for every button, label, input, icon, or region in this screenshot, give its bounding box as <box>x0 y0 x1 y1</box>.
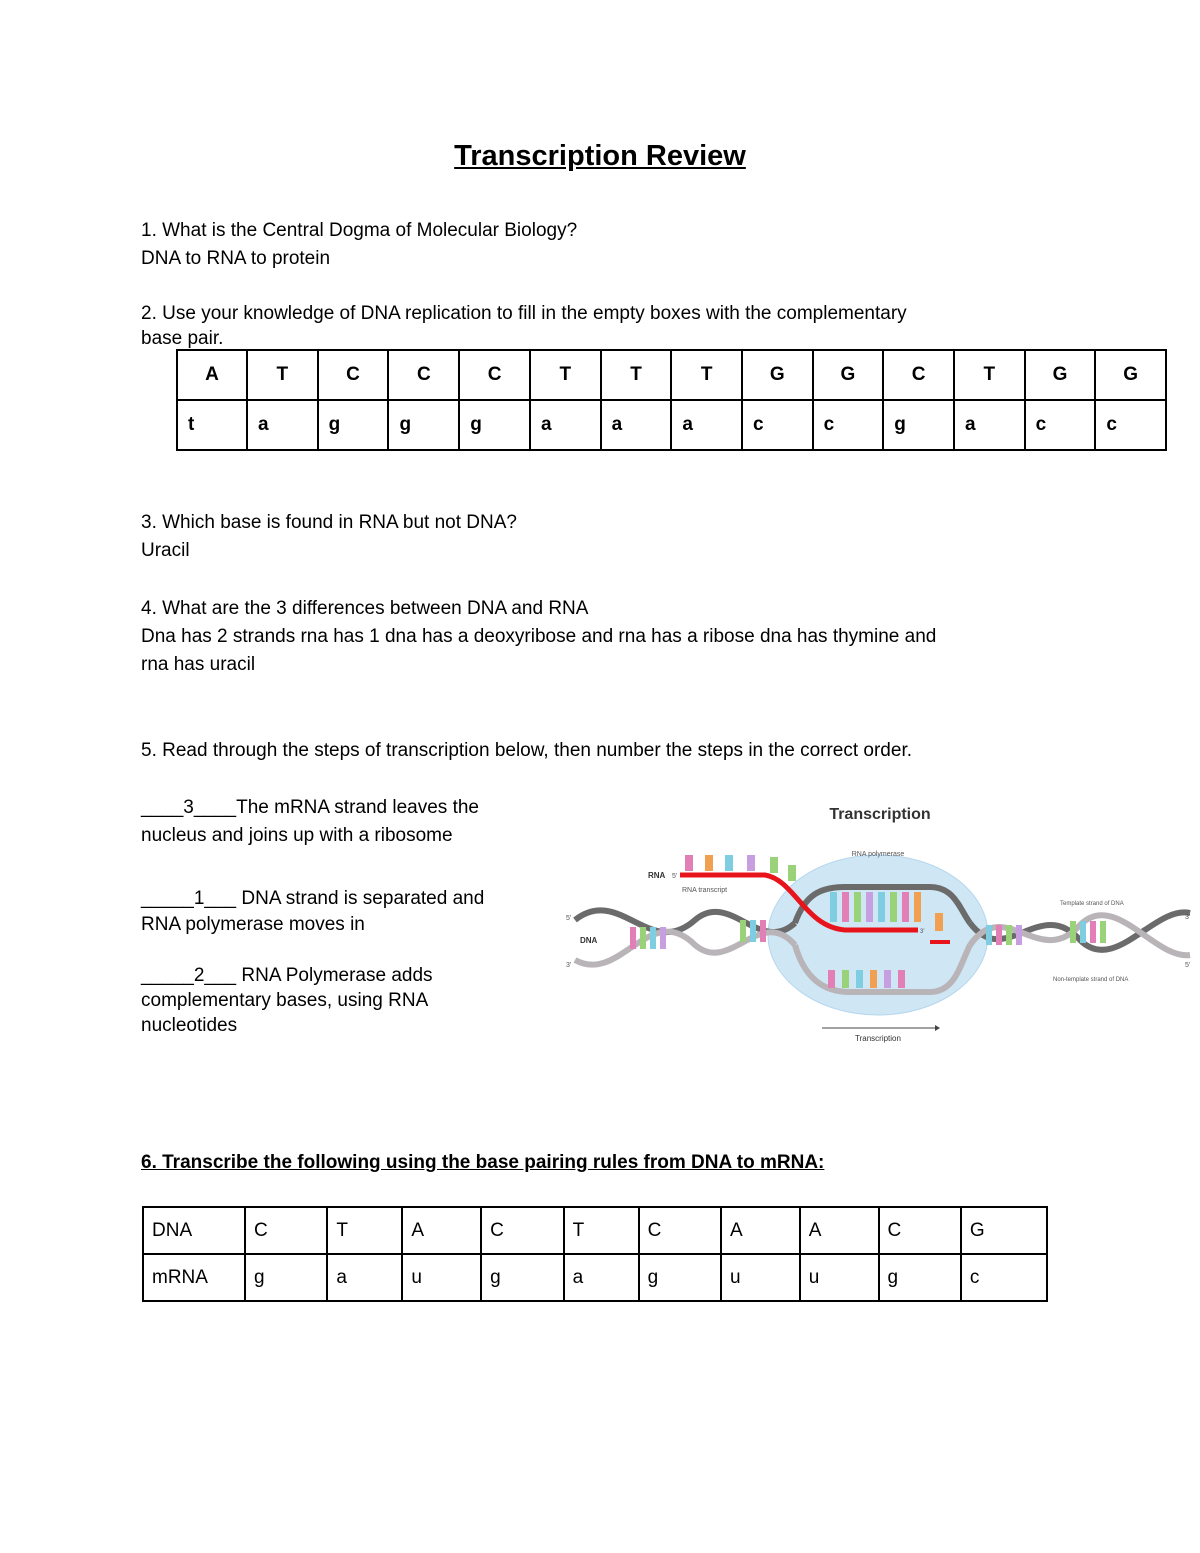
base-pair-table <box>176 349 1167 451</box>
dna-base-cell: T <box>601 350 672 400</box>
dna-3-prime-right: 3' <box>1185 914 1191 921</box>
complement-base-cell: c <box>813 400 884 450</box>
dna-base-cell: C <box>245 1207 327 1254</box>
dna-base-cell: A <box>721 1207 800 1254</box>
mrna-base-cell: g <box>481 1254 563 1301</box>
q2-question-line2: base pair. <box>141 328 224 349</box>
dna-base-cell: G <box>961 1207 1047 1254</box>
complement-base-cell: g <box>883 400 954 450</box>
rna-polymerase-label: RNA polymerase <box>851 851 905 858</box>
step-1-line2: RNA polymerase moves in <box>141 914 365 935</box>
dna-base-cell: A <box>402 1207 481 1254</box>
rna-label: RNA <box>648 871 666 880</box>
diagram-title: Transcription <box>829 806 931 823</box>
step-3-line1: ____3____The mRNA strand leaves the <box>141 797 479 818</box>
complement-base-cell: g <box>459 400 530 450</box>
transcription-table <box>142 1206 1048 1302</box>
dna-base-cell: T <box>954 350 1025 400</box>
mrna-base-cell: g <box>639 1254 721 1301</box>
q6-heading: 6. Transcribe the following using the base pairing rules from DNA to mRNA: <box>141 1152 825 1173</box>
rna-transcript-label: RNA transcript <box>682 887 728 894</box>
complement-base-cell: a <box>247 400 318 450</box>
dna-row <box>143 1207 1047 1254</box>
dna-base-cell: G <box>813 350 884 400</box>
complement-base-cell: c <box>1095 400 1166 450</box>
dna-base-cell: C <box>879 1207 961 1254</box>
step-1-line1: _____1___ DNA strand is separated and <box>141 888 485 909</box>
q4-answer-line1: Dna has 2 strands rna has 1 dna has a deoxyribose and rna has a ribose dna has thymine and <box>141 626 937 647</box>
dna-complement-row <box>177 400 1166 450</box>
dna-label: DNA <box>580 936 598 945</box>
dna-base-cell: G <box>1095 350 1166 400</box>
step-2-line3: nucleotides <box>141 1015 238 1036</box>
dna-top-row <box>177 350 1166 400</box>
mrna-base-cell: u <box>721 1254 800 1301</box>
nontemplate-strand-label: Non-template strand of DNA <box>1053 977 1129 983</box>
mrna-row-label: mRNA <box>143 1254 245 1301</box>
complement-base-cell: a <box>954 400 1025 450</box>
dna-base-cell: T <box>327 1207 402 1254</box>
complement-base-cell: g <box>388 400 459 450</box>
q1-answer: DNA to RNA to protein <box>141 248 331 269</box>
q3-question: 3. Which base is found in RNA but not DNA? <box>141 512 517 533</box>
dna-base-cell: C <box>883 350 954 400</box>
dna-base-cell: C <box>388 350 459 400</box>
mrna-base-cell: a <box>327 1254 402 1301</box>
direction-label: Transcription <box>855 1034 901 1043</box>
dna-base-cell: C <box>459 350 530 400</box>
dna-base-cell: T <box>247 350 318 400</box>
dna-base-cell: C <box>318 350 389 400</box>
mrna-row <box>143 1254 1047 1301</box>
complement-base-cell: a <box>671 400 742 450</box>
q3-answer: Uracil <box>141 540 190 561</box>
q1-question: 1. What is the Central Dogma of Molecular Biology? <box>141 220 578 241</box>
mrna-base-cell: g <box>879 1254 961 1301</box>
complement-base-cell: t <box>177 400 247 450</box>
page-title: Transcription Review <box>454 140 746 172</box>
dna-base-cell: T <box>564 1207 639 1254</box>
q4-answer-line2: rna has uracil <box>141 654 256 675</box>
step-2-line2: complementary bases, using RNA <box>141 990 429 1011</box>
step-3-line2: nucleus and joins up with a ribosome <box>141 825 453 846</box>
dna-3-prime-left: 3' <box>566 962 572 969</box>
rna-3-prime: 3' <box>920 929 925 935</box>
dna-row-label: DNA <box>143 1207 245 1254</box>
template-strand-label: Template strand of DNA <box>1060 901 1124 907</box>
dna-base-cell: A <box>800 1207 879 1254</box>
mrna-base-cell: g <box>245 1254 327 1301</box>
mrna-base-cell: c <box>961 1254 1047 1301</box>
rna-5-prime: 5' <box>672 873 678 880</box>
dna-5-prime-right: 5' <box>1185 962 1191 969</box>
direction-arrowhead <box>935 1025 940 1031</box>
dna-base-cell: C <box>639 1207 721 1254</box>
dna-base-cell: G <box>1025 350 1096 400</box>
q4-question: 4. What are the 3 differences between DNA and RNA <box>141 598 589 619</box>
complement-base-cell: g <box>318 400 389 450</box>
complement-base-cell: a <box>601 400 672 450</box>
dna-base-cell: T <box>530 350 601 400</box>
mrna-base-cell: u <box>800 1254 879 1301</box>
q5-question: 5. Read through the steps of transcription below, then number the steps in the correct order. <box>141 740 913 761</box>
step-2-line1: _____2___ RNA Polymerase adds <box>141 965 433 986</box>
complement-base-cell: c <box>1025 400 1096 450</box>
dna-base-cell: G <box>742 350 813 400</box>
transcription-diagram <box>560 795 1200 1055</box>
dna-5-prime-left: 5' <box>566 915 572 922</box>
mrna-base-cell: u <box>402 1254 481 1301</box>
q2-question-line1: 2. Use your knowledge of DNA replication to fill in the empty boxes with the complementary <box>141 303 907 324</box>
dna-base-cell: T <box>671 350 742 400</box>
complement-base-cell: c <box>742 400 813 450</box>
complement-base-cell: a <box>530 400 601 450</box>
dna-base-cell: C <box>481 1207 563 1254</box>
mrna-base-cell: a <box>564 1254 639 1301</box>
dna-base-cell: A <box>177 350 247 400</box>
